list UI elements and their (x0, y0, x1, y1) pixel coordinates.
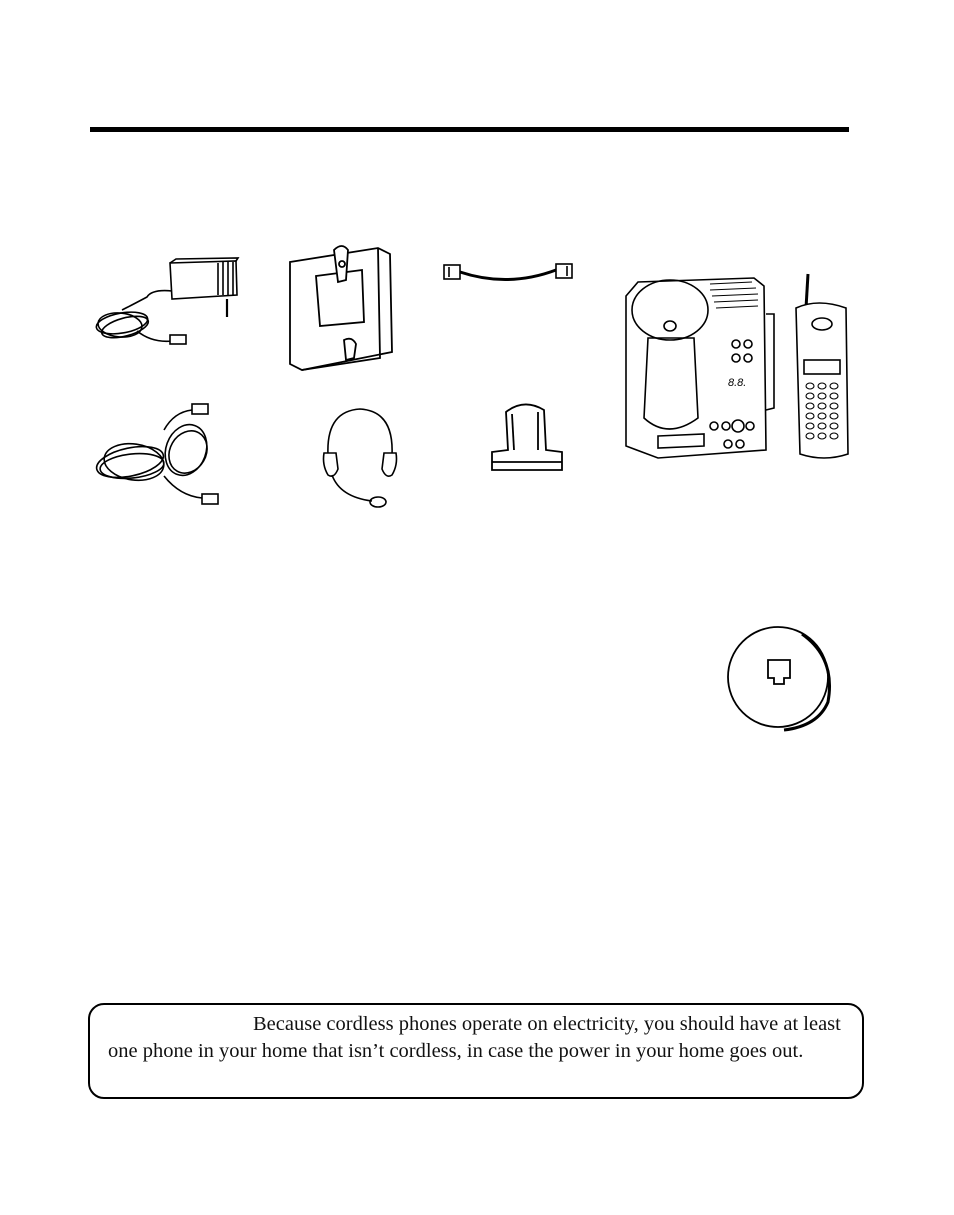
headset-icon (318, 405, 404, 513)
belt-clip-icon (488, 400, 568, 475)
modular-jack-icon (724, 624, 842, 734)
short-line-cord-icon (440, 260, 580, 290)
note-text: Because cordless phones operate on electricity, you should have at least one phone in your home that isn’t cordless, in case the power in your home goes out. (108, 1013, 841, 1062)
ac-power-adapter-icon (92, 255, 247, 365)
note-paragraph (108, 1011, 848, 1065)
base-and-handset-icon (618, 268, 858, 468)
wall-mount-bracket-icon (282, 240, 400, 375)
header-rule (90, 127, 849, 132)
base-display-digits: 8.8. (728, 377, 747, 389)
telephone-line-cord-icon (94, 400, 224, 510)
